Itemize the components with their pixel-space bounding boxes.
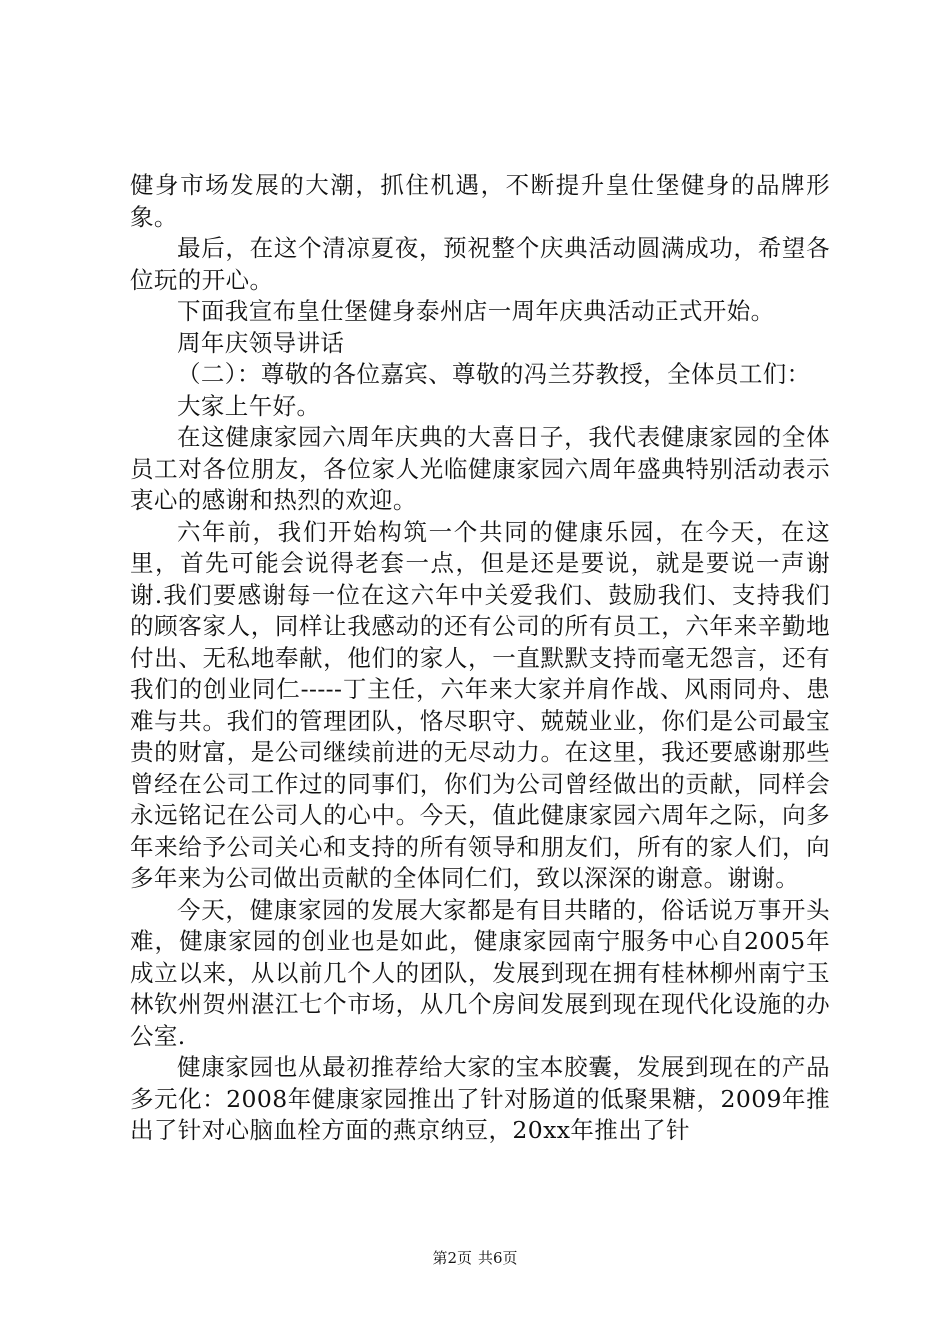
- document-body: [130, 170, 830, 1147]
- paragraph-3: 下面我宣布皇仕堡健身泰州店一周年庆典活动正式开始。: [177, 297, 775, 325]
- paragraph-thanks: 六年前，我们开始构筑一个共同的健康乐园，在今天，在这里，首先可能会说得老套一点，但是还是要说，就是要说一声谢谢.我们要感谢每一位在这六年中关爱我们、鼓励我们、支持我们的顾客家人，同样让我感动的还有公司的所有员工，六年来辛勤地付出、无私地奉献，他们的家人，一直默默支持而毫无怨言，还有我们的创业同仁-----丁主任，六年来大家并肩作战、风雨同舟、患难与共。我们的管理团队，恪尽职守、兢兢业业，你们是公司最宝贵的财富，是公司继续前进的无尽动力。在这里，我还要感谢那些曾经在公司工作过的同事们，你们为公司曾经做出的贡献，同样会永远铭记在公司人的心中。今天，值此健康家园六周年之际，向多年来给予公司关心和支持的所有领导和朋友们，所有的家人们，向多年来为公司做出贡献的全体同仁们，致以深深的谢意。谢谢。: [130, 517, 830, 892]
- paragraph-1: 健身市场发展的大潮，抓住机遇，不断提升皇仕堡健身的品牌形象。: [130, 171, 830, 231]
- paragraph-salutation: （二）：尊敬的各位嘉宾、尊敬的冯兰芬教授，全体员工们：: [177, 360, 811, 388]
- page-footer: [0, 1248, 950, 1268]
- section-heading: 周年庆领导讲话: [177, 328, 345, 357]
- page-number: 第2页: [432, 1249, 472, 1267]
- paragraph-welcome: 在这健康家园六周年庆典的大喜日子，我代表健康家园的全体员工对各位朋友，各位家人光临健康家园六周年盛典特别活动表示衷心的感谢和热烈的欢迎。: [130, 423, 830, 514]
- paragraph-products: 健康家园也从最初推荐给大家的宝本胶囊，发展到现在的产品多元化：2008年健康家园推出了针对肠道的低聚果糖，2009年推出了针对心脑血栓方面的燕京纳豆，20xx年推出了针: [130, 1053, 830, 1144]
- page-total: 共6页: [478, 1249, 518, 1267]
- paragraph-2: 最后，在这个清凉夏夜，预祝整个庆典活动圆满成功，希望各位玩的开心。: [130, 234, 830, 294]
- paragraph-greeting: 大家上午好。: [177, 391, 321, 420]
- paragraph-development: 今天，健康家园的发展大家都是有目共睹的，俗话说万事开头难，健康家园的创业也是如此，健康家园南宁服务中心自2005年成立以来，从以前几个人的团队，发展到现在拥有桂林柳州南宁玉林钦州贺州湛江七个市场，从几个房间发展到现在现代化设施的办公室.: [130, 895, 830, 1050]
